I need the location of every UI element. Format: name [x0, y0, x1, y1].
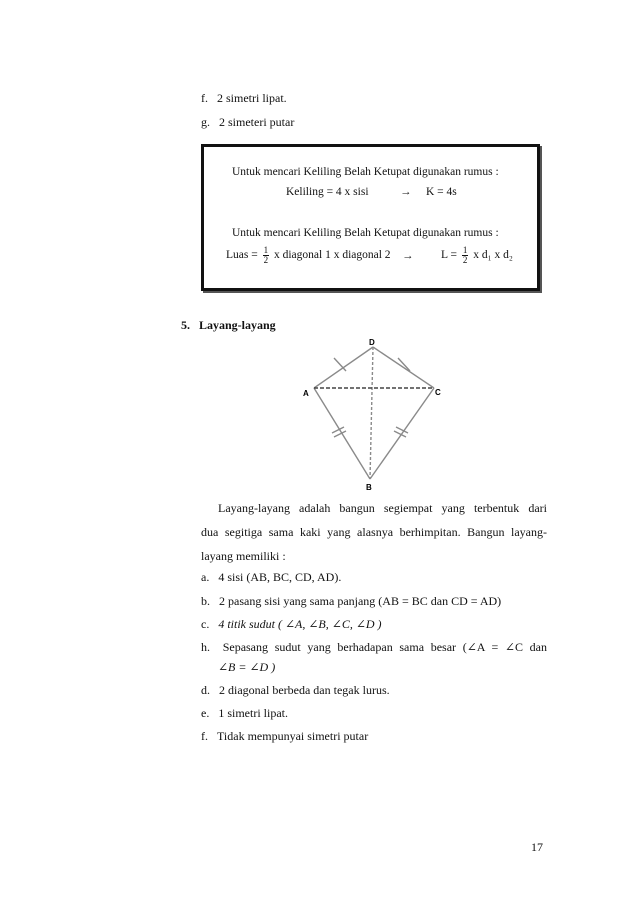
- property-item: [201, 683, 390, 697]
- section-title: Layang-layang: [199, 318, 276, 332]
- frac-den: 2: [263, 255, 269, 265]
- list-marker: c.: [201, 617, 210, 631]
- page-number: 17: [531, 840, 543, 854]
- list-marker: f.: [201, 729, 208, 743]
- list-text: 2 diagonal berbeda dan tegak lurus.: [219, 683, 390, 697]
- list-item-g: [201, 115, 294, 129]
- luas-formula: [226, 246, 391, 265]
- vertex-label-c: C: [435, 388, 441, 397]
- keliling-intro: Untuk mencari Keliling Belah Ketupat digunakan rumus :: [232, 166, 499, 178]
- list-text: 2 pasang sisi yang sama panjang (AB = BC dan CD = AD): [219, 594, 502, 608]
- diagonal-db: [370, 347, 373, 479]
- property-item: [201, 706, 288, 720]
- list-marker: e.: [201, 706, 210, 720]
- property-item: [201, 640, 547, 654]
- list-text: 2 simetri lipat.: [217, 91, 287, 105]
- frac-den: 2: [462, 255, 468, 265]
- list-marker: b.: [201, 594, 210, 608]
- property-item: [201, 617, 382, 631]
- paragraph-line-3: layang memiliki :: [201, 549, 286, 563]
- luas-prefix: Luas =: [226, 249, 258, 262]
- property-item: [201, 594, 501, 608]
- fraction-half: [462, 246, 469, 265]
- section-number: 5.: [181, 318, 190, 332]
- keliling-short: K = 4s: [426, 186, 457, 198]
- list-marker: d.: [201, 683, 210, 697]
- arrow-icon: →: [400, 186, 412, 198]
- list-marker: h.: [201, 640, 210, 654]
- luas-short-rest: x d₁ x d₂: [473, 249, 513, 262]
- list-marker: a.: [201, 570, 210, 584]
- list-text: 4 sisi (AB, BC, CD, AD).: [218, 570, 342, 584]
- kite-diagram: [298, 335, 448, 495]
- side-dc: [373, 347, 434, 388]
- luas-intro: Untuk mencari Keliling Belah Ketupat digunakan rumus :: [232, 227, 499, 239]
- list-text: 4 titik sudut ( ∠A, ∠B, ∠C, ∠D ): [218, 617, 382, 631]
- list-text: Sepasang sudut yang berhadapan sama besar (∠A = ∠C dan: [222, 640, 547, 654]
- luas-rest: x diagonal 1 x diagonal 2: [273, 249, 391, 262]
- tick-mark: [334, 358, 346, 371]
- luas-short-prefix: L =: [441, 249, 457, 262]
- list-text: 2 simeteri putar: [219, 115, 295, 129]
- luas-short: [441, 246, 513, 265]
- property-item: [201, 729, 368, 743]
- side-cb: [370, 388, 434, 479]
- list-text: ∠B = ∠D ): [218, 660, 276, 674]
- paragraph-line-1: Layang-layang adalah bangun segiempat yang terbentuk dari: [218, 501, 547, 515]
- vertex-label-a: A: [303, 389, 309, 398]
- section-heading: [181, 318, 276, 332]
- list-marker: f.: [201, 91, 208, 105]
- frac-num: 1: [263, 245, 269, 255]
- list-item-f: [201, 91, 287, 105]
- arrow-icon: →: [402, 250, 414, 262]
- property-continuation: [218, 660, 275, 674]
- fraction-half: [263, 246, 270, 265]
- keliling-formula: Keliling = 4 x sisi: [286, 186, 369, 198]
- list-text: Tidak mempunyai simetri putar: [217, 729, 369, 743]
- formula-box: [201, 144, 540, 291]
- vertex-label-d: D: [369, 338, 375, 347]
- list-marker: g.: [201, 115, 210, 129]
- list-text: 1 simetri lipat.: [218, 706, 288, 720]
- frac-num: 1: [462, 245, 468, 255]
- paragraph-line-2: dua segitiga sama kaki yang alasnya berhimpitan. Bangun layang-: [201, 525, 547, 539]
- property-item: [201, 570, 341, 584]
- vertex-label-b: B: [366, 483, 372, 492]
